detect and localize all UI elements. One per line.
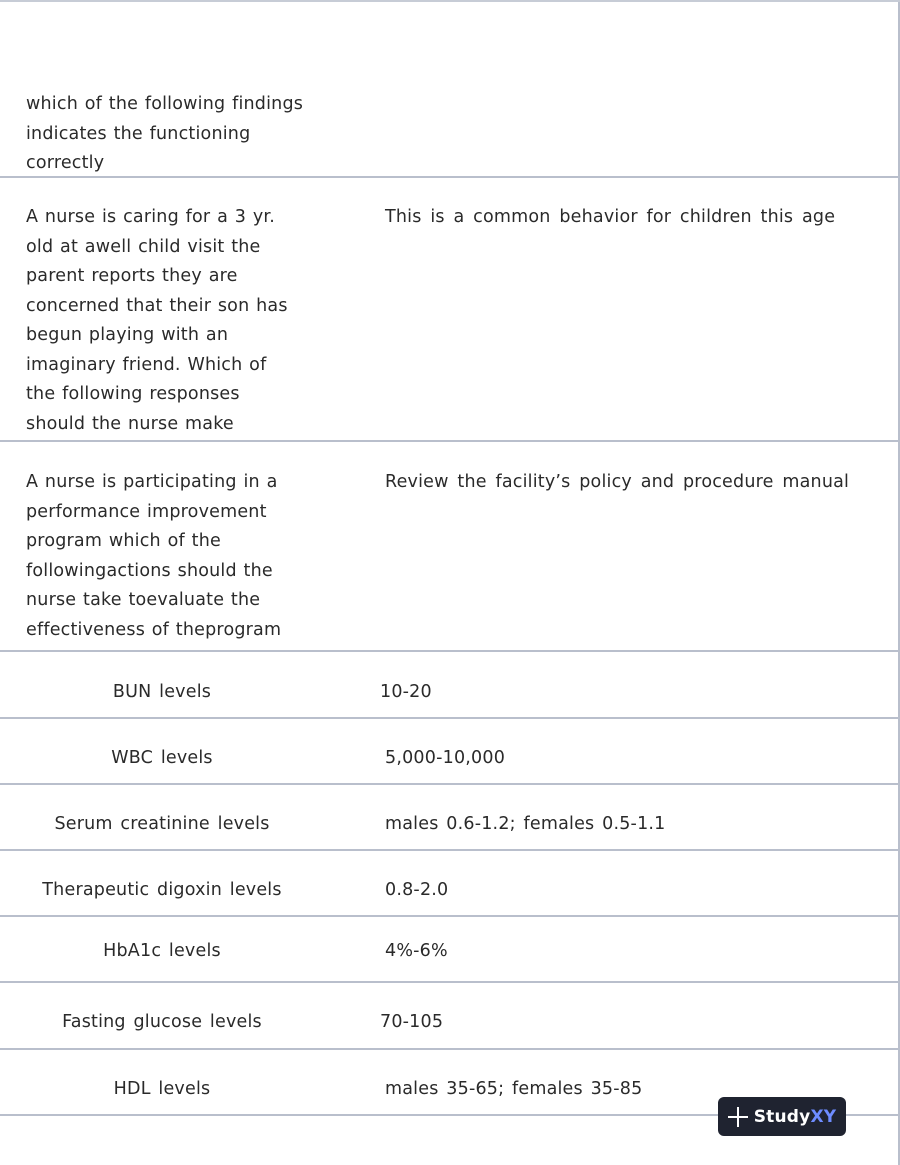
lab-row (0, 719, 898, 785)
lab-value: 10-20 (380, 682, 432, 702)
question-line: A nurse is caring for a 3 yr. (26, 207, 275, 227)
question-text (26, 203, 326, 439)
question-line: indicates the functioning correctly (26, 123, 251, 173)
answer-text: Review the facility’s policy and procedure manual (385, 472, 850, 492)
question-line: followingactions should the (26, 560, 273, 581)
lab-row (0, 917, 898, 983)
lab-row (0, 785, 898, 851)
brand-accent: XY (810, 1106, 837, 1127)
question-line: should the nurse make (26, 413, 234, 434)
lab-label: WBC levels (111, 748, 213, 768)
qa-row (0, 0, 898, 178)
qa-row (0, 178, 898, 442)
question-line: which of the following findings (26, 94, 304, 114)
question-text (26, 90, 326, 179)
lab-value: males 0.6-1.2; females 0.5-1.1 (385, 814, 666, 834)
lab-row (0, 851, 898, 917)
lab-value: 4%-6% (385, 941, 448, 961)
qa-row (0, 442, 898, 652)
lab-value: 0.8-2.0 (385, 880, 449, 900)
lab-label: HbA1c levels (103, 941, 221, 961)
plus-icon (728, 1107, 748, 1127)
question-line: performance improvement (26, 501, 267, 522)
answer-text: This is a common behavior for children this age (385, 207, 836, 227)
brand-logo-text (754, 1107, 837, 1127)
question-line: program which of the (26, 531, 221, 551)
lab-label: Serum creatinine levels (54, 814, 270, 834)
lab-value: 70-105 (380, 1012, 444, 1032)
question-text (26, 468, 326, 645)
lab-label: BUN levels (112, 682, 212, 702)
lab-value: males 35-65; females 35-85 (385, 1079, 643, 1099)
lab-label: HDL levels (113, 1079, 211, 1099)
lab-label: Fasting glucose levels (62, 1012, 262, 1032)
question-line: begun playing with an (26, 325, 229, 345)
studyxy-badge[interactable] (718, 1097, 846, 1136)
brand-main: Study (753, 1106, 811, 1127)
lab-label: Therapeutic digoxin levels (42, 880, 282, 900)
question-line: parent reports they are (26, 266, 238, 286)
question-line: nurse take toevaluate the (26, 590, 261, 610)
lab-value: 5,000-10,000 (385, 748, 506, 768)
question-line: old at awell child visit the (26, 236, 261, 257)
question-line: A nurse is participating in a (26, 472, 278, 492)
question-line: the following responses (26, 384, 240, 404)
lab-row (0, 983, 898, 1050)
question-line: effectiveness of theprogram (26, 619, 282, 640)
lab-row (0, 652, 898, 719)
question-line: concerned that their son has (26, 295, 288, 316)
question-line: imaginary friend. Which of (26, 354, 267, 375)
